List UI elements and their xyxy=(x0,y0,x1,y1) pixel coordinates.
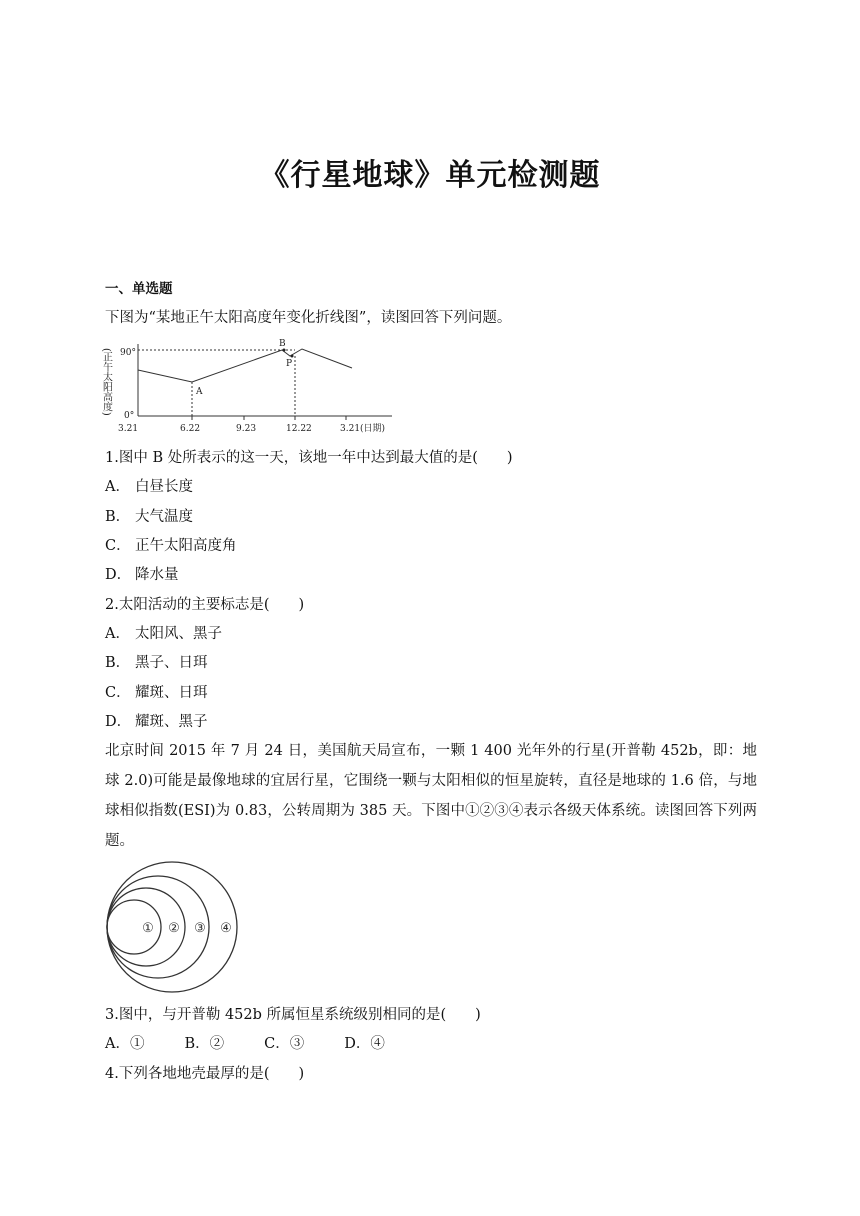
y-bottom-label: 0° xyxy=(124,411,135,421)
point-label-b: B xyxy=(279,339,286,349)
y-top-label: 90° xyxy=(120,348,136,358)
q2-option-d[interactable]: D． 耀斑、黑子 xyxy=(105,714,208,730)
q1-option-c[interactable]: C． 正午太阳高度角 xyxy=(105,538,237,554)
q2-option-a[interactable]: A． 太阳风、黑子 xyxy=(105,626,222,642)
x-tick-label: 3.21 xyxy=(118,424,139,434)
point-b xyxy=(283,349,286,352)
x-tick-label: 9.23 xyxy=(236,424,257,434)
x-tick-label: 3.21(日期) xyxy=(340,424,386,434)
circle-label-1: ① xyxy=(142,921,154,936)
q3-option-b[interactable]: B．② xyxy=(184,1036,225,1052)
q3-option-c[interactable]: C．③ xyxy=(264,1036,305,1052)
question-3-stem: 3.图中，与开普勒 452b 所属恒星系统级别相同的是( ) xyxy=(105,1007,481,1023)
point-label-p: P xyxy=(286,359,293,369)
intro-text: 下图为“某地正午太阳高度年变化折线图”，读图回答下列问题。 xyxy=(105,310,512,326)
q2-option-b[interactable]: B． 黑子、日珥 xyxy=(105,655,208,671)
q1-option-d[interactable]: D． 降水量 xyxy=(105,567,179,583)
circle-label-3: ③ xyxy=(194,921,206,936)
q3-option-d[interactable]: D．④ xyxy=(344,1036,385,1052)
y-axis-label: (正午太阳高度) xyxy=(100,348,112,416)
question-2-stem: 2.太阳活动的主要标志是( ) xyxy=(105,597,305,613)
q1-option-b[interactable]: B． 大气温度 xyxy=(105,509,193,525)
question-4-stem: 4.下列各地地壳最厚的是( ) xyxy=(105,1066,305,1082)
question-1-stem: 1.图中 B 处所表示的这一天，该地一年中达到最大值的是( ) xyxy=(105,450,513,466)
circle-label-2: ② xyxy=(168,921,180,936)
q3-options-row xyxy=(105,1034,425,1054)
x-tick-label: 6.22 xyxy=(180,424,201,434)
reading-passage: 北京时间 2015 年 7 月 24 日，美国航天局宣布，一颗 1 400 光年外的行星(开普勒 452b，即：地球 2.0)可能是最像地球的宜居行星，它围绕一颗与太阳相似的恒星旋转，直径是地球的 1.6 倍，与地球相似指数(ESI)为 0.83，公转周期为 385 天。下图中①②③④表示各级天体系统。读图回答下列两题。 xyxy=(105,743,757,849)
point-label-a: A xyxy=(196,387,203,397)
page-title: 《行星地球》单元检测题 xyxy=(259,158,601,193)
point-p xyxy=(291,355,294,358)
q1-option-a[interactable]: A． 白昼长度 xyxy=(105,479,193,495)
celestial-systems-diagram xyxy=(104,860,244,995)
circle-label-4: ④ xyxy=(220,921,232,936)
sun-altitude-line xyxy=(138,349,352,382)
section-heading: 一、单选题 xyxy=(105,281,173,297)
sun-altitude-chart xyxy=(100,336,400,436)
q2-option-c[interactable]: C． 耀斑、日珥 xyxy=(105,685,208,701)
q3-option-a[interactable]: A．① xyxy=(105,1036,145,1052)
x-tick-label: 12.22 xyxy=(286,424,312,434)
